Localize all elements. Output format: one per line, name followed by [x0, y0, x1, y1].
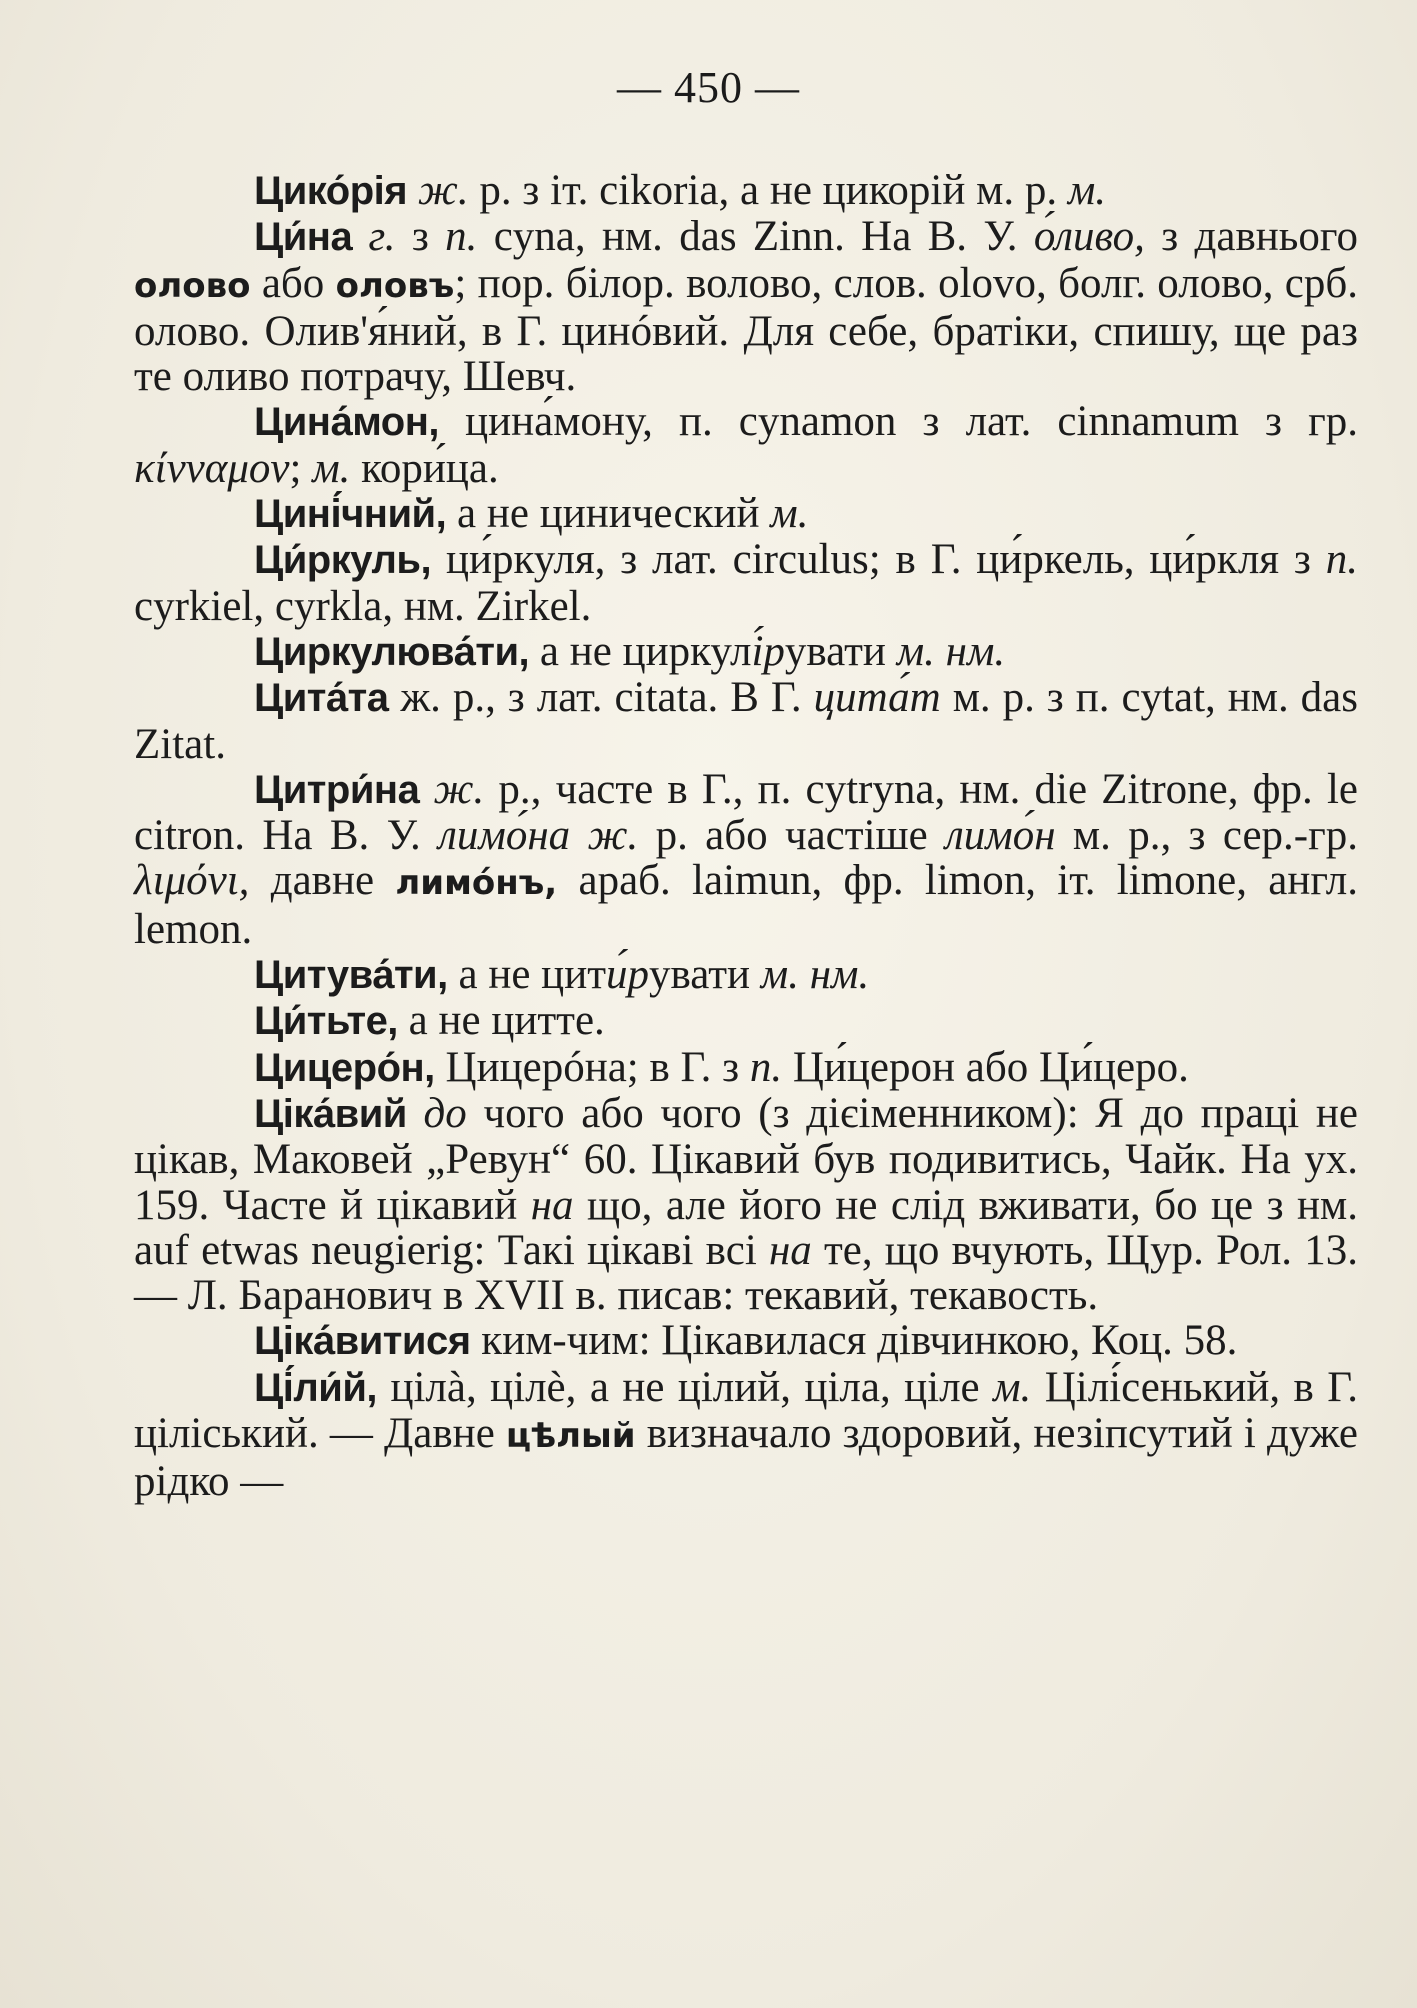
- entry-text: кори́ца.: [350, 444, 499, 492]
- abbreviation: п.: [749, 1043, 783, 1091]
- headword: Ци́ркуль,: [254, 538, 432, 583]
- headword: Цитува́ти,: [254, 953, 448, 998]
- headword: Ци́тьте,: [254, 999, 398, 1044]
- entry-text: визначало здоровий, незіпсутий і дуже рідко —: [134, 1410, 1358, 1506]
- dictionary-entry: [134, 767, 1358, 952]
- dictionary-entry: [134, 537, 1358, 629]
- entry-text: з давнього: [1144, 213, 1358, 261]
- entry-text: cyna, нм. das Zinn. На В. У.: [477, 213, 1034, 261]
- entry-text: а не цитте.: [397, 997, 605, 1045]
- abbreviation: м.: [1067, 167, 1107, 214]
- entry-text: або: [250, 259, 336, 307]
- entry-text: ж. р., з лат. citata. В Г.: [388, 674, 814, 722]
- old-spelling: олово: [134, 265, 251, 306]
- abbreviation: ж.: [433, 765, 485, 813]
- dictionary-entry: [134, 675, 1358, 767]
- entry-text: з: [395, 213, 446, 261]
- headword: Циркулюва́ти,: [254, 629, 530, 674]
- abbreviation: г.: [368, 213, 396, 261]
- headword: Ціка́вий: [254, 1091, 407, 1136]
- dictionary-entry: [134, 1365, 1358, 1505]
- entry-text: ким-чим: Цікавилася дівчинкою, Коц. 58.: [470, 1317, 1238, 1365]
- entry-text: давне: [249, 857, 396, 905]
- headword: Ци́на: [254, 215, 353, 260]
- entry-text: цілà, цілѐ, а не цілий, ціла, ціле: [377, 1363, 994, 1411]
- entry-text: [407, 1090, 424, 1137]
- dictionary-entry: [134, 629, 1358, 675]
- old-spelling: оловъ: [335, 265, 455, 306]
- emphasis: до: [423, 1089, 467, 1137]
- abbreviation: ж.: [417, 167, 469, 214]
- emphasis: на: [530, 1181, 574, 1229]
- dictionary-entry: [134, 214, 1358, 399]
- headword: Цитри́на: [254, 767, 420, 812]
- dictionary-entry: [134, 952, 1358, 998]
- abbreviation: п.: [445, 213, 478, 261]
- entry-text: р. або частіше: [638, 812, 946, 860]
- dictionary-entry: [134, 998, 1358, 1044]
- entry-text: Цицерóна; в Г. з: [434, 1043, 750, 1091]
- entry-text: те, що вчують, Щур. Рол. 13. — Л. Баранович в XVII в. писав: текавий, текавость.: [134, 1226, 1358, 1320]
- headword: Ціка́витися: [254, 1319, 471, 1364]
- entry-text: ; пор. білор. волово, слов. olovo, болг. олово, срб. олово. Олив'я́ний, в Г. цинóвий. Для себе, братіки, спишу, ще раз те оливо потрачу, Шевч.: [134, 259, 1358, 401]
- emphasis: на: [768, 1226, 812, 1274]
- entry-text: увати: [649, 951, 761, 999]
- headword: Цині́чний,: [254, 492, 447, 537]
- entry-text: араб. laimun, фр. limon, іт. limone, англ. lemon.: [134, 857, 1358, 953]
- entry-text: що, але його не слід вживати, бо це з нм. auf etwas neugierig: Такі цікаві всі: [134, 1181, 1358, 1274]
- dictionary-entry: [134, 168, 1358, 214]
- abbreviation: о́ливо,: [1033, 213, 1145, 261]
- page-number: — 450 —: [617, 63, 800, 112]
- entry-text: а не цит: [447, 951, 606, 999]
- dictionary-entries: [134, 168, 1358, 1505]
- abbreviation: м.: [312, 444, 351, 492]
- old-spelling: цѣлый: [505, 1416, 636, 1457]
- old-spelling: лимо́нъ,: [395, 863, 558, 904]
- abbreviation: лимо́на: [438, 812, 571, 860]
- entry-text: cyrkiel, cyrkla, нм. Zirkel.: [134, 582, 592, 630]
- abbreviation: κίνναμον: [134, 444, 290, 492]
- entry-text: цина́мону, п. cynamon з лат. cinnamum з гр.: [438, 398, 1358, 446]
- abbreviation: λιμόνι,: [134, 857, 250, 905]
- abbreviation: м.: [770, 490, 809, 538]
- abbreviation: цита́т: [813, 674, 941, 722]
- headword: Ці́ли́й,: [254, 1365, 378, 1410]
- abbreviation: и́р: [606, 951, 649, 999]
- abbreviation: ж.: [587, 812, 639, 860]
- entry-text: р., часте в Г., п. cytryna, нм. die Zitrone, фр. le citron. На В. У.: [134, 765, 1358, 860]
- entry-text: [419, 766, 433, 813]
- dictionary-entry: [134, 399, 1358, 491]
- entry-text: Ци́церон або Ци́церо.: [782, 1043, 1189, 1091]
- abbreviation: м.: [993, 1363, 1032, 1411]
- dictionary-entry: [134, 1318, 1358, 1364]
- headword: Цицеро́н,: [254, 1045, 435, 1090]
- abbreviation: п.: [1325, 536, 1358, 584]
- headword: Цина́мон,: [254, 400, 439, 445]
- entry-text: [352, 213, 368, 260]
- entry-text: м. р., з сер.-гр.: [1055, 812, 1359, 860]
- abbreviation: м. нм.: [896, 627, 1006, 675]
- headword: Цико́рія: [254, 169, 408, 213]
- entry-text: увати: [784, 627, 897, 675]
- abbreviation: і́р: [751, 627, 785, 675]
- dictionary-entry: [134, 491, 1358, 537]
- dictionary-entry: [134, 1091, 1358, 1318]
- entry-text: ;: [289, 444, 313, 492]
- entry-text: [407, 167, 418, 214]
- entry-text: а не циркул: [529, 627, 752, 675]
- abbreviation: лимо́н: [945, 812, 1056, 860]
- entry-text: м. р. з п. cytat, нм. das Zitat.: [134, 674, 1358, 768]
- dictionary-entry: [134, 1045, 1358, 1091]
- entry-text: Цілі́сенький, в Г. ціліський. — Давне: [134, 1363, 1359, 1458]
- headword: Цита́та: [254, 676, 389, 721]
- entry-text: р. з іт. cikoria, а не цикорій м. р.: [468, 167, 1068, 214]
- abbreviation: м. нм.: [760, 951, 870, 999]
- entry-text: чого або чого (з дієіменником): Я до праці не цікав, Маковей „Ревун“ 60. Цікавий був подивитись, Чайк. На ух. 159. Часте й цікавий: [134, 1089, 1358, 1229]
- entry-text: а не цинический: [446, 490, 771, 538]
- entry-text: [570, 812, 587, 859]
- entry-text: ци́ркуля, з лат. circulus; в Г. ци́ркель, ци́ркля з: [431, 536, 1326, 584]
